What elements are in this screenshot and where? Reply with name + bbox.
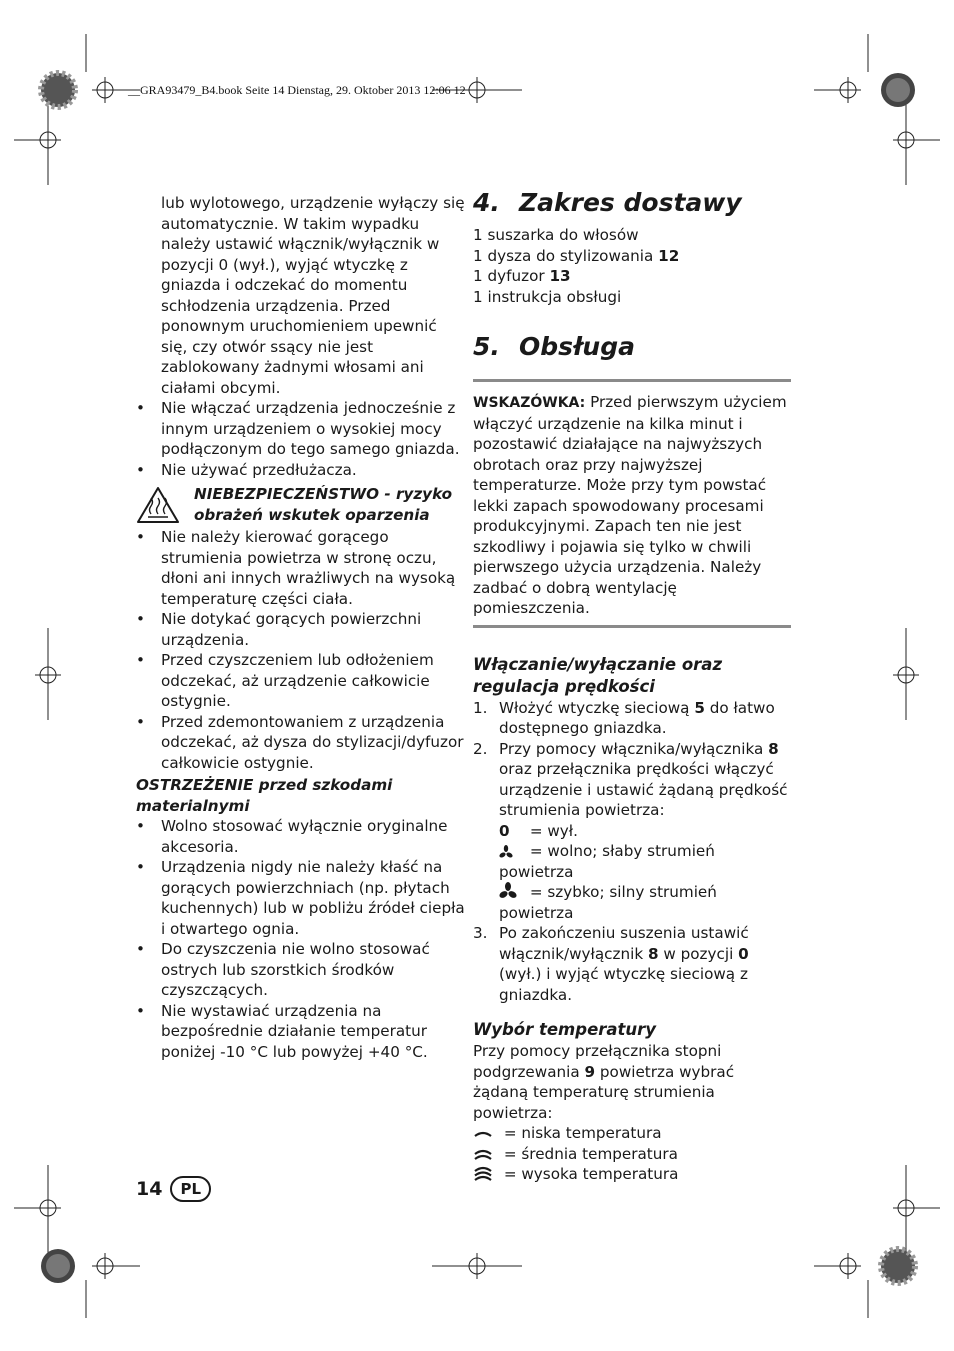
- section-title: Obsługa: [519, 332, 635, 361]
- fan-small-icon: [499, 845, 513, 859]
- list-item: 1 dysza do stylizowania 12: [473, 246, 680, 265]
- temp-high: = wysoka temperatura: [473, 1164, 791, 1185]
- heat-low-icon: [473, 1127, 493, 1141]
- subheading-temperature: Wybór temperatury: [473, 1020, 657, 1039]
- language-badge: PL: [170, 1176, 211, 1202]
- section-5-heading: [473, 329, 791, 365]
- note-box: [473, 379, 791, 628]
- print-header: __GRA93479_B4.book Seite 14 Dienstag, 29. Oktober 2013 12:06 12: [128, 83, 466, 97]
- page-number: 14: [136, 1178, 163, 1200]
- danger-heading: NIEBEZPIECZEŃSTWO - ryzyko obrażeń wskutek oparzenia: [194, 485, 453, 524]
- warning-heading: OSTRZEŻENIE przed szkodami materialnymi: [136, 776, 393, 815]
- subheading-speed: Włączanie/wyłączanie oraz regulacja prędkości: [473, 654, 723, 696]
- list-item: 1 instrukcja obsługi: [473, 287, 622, 306]
- list-item: • Urządzenia nigdy nie należy kłaść na gorących powierzchniach (np. płytach kuchennych) lub w pobliżu źródeł ciepła i otwartego ognia.: [136, 857, 466, 939]
- speed-slow: = wolno; słaby strumień powietrza: [499, 842, 715, 881]
- bullet-list-b: [136, 527, 466, 773]
- temp-medium: = średnia temperatura: [473, 1144, 791, 1165]
- left-column: [136, 193, 466, 1062]
- page-footer: [136, 1176, 211, 1202]
- section-title: Zakres dostawy: [519, 188, 742, 217]
- section-4-heading: [473, 185, 791, 221]
- list-item: 1 dyfuzor 13: [473, 267, 571, 285]
- section-number: 5.: [473, 332, 500, 361]
- note-text: Przed pierwszym użyciem włączyć urządzenie na kilka minut i pozostawić działające na najwyższych obrotach oraz przy najwyższej temperaturze. Może przy tym powstać lekki zapach spowodowany procesami produkcyjnymi. Zapach ten nie jest szkodliwy i pojawia się tylko w chwili pierwszego użycia urządzenia. Należy zadbać o dobrą wentylację pomieszczenia.: [473, 393, 787, 617]
- list-item: • Przed zdemontowaniem z urządzenia odczekać, aż dysza do stylizacji/dyfuzor całkowicie ostygnie.: [136, 712, 466, 774]
- hot-surface-warning-icon: [136, 486, 180, 524]
- heat-high-icon: [473, 1166, 493, 1182]
- list-item: • Nie należy kierować gorącego strumienia powietrza w stronę oczu, dłoni ani innych wrażliwych na wysoką temperaturę części ciała.: [136, 527, 466, 609]
- note-label: WSKAZÓWKA:: [473, 395, 586, 411]
- right-column: [473, 185, 791, 1185]
- bullet-list-c: [136, 816, 466, 1062]
- list-item: 1. Włożyć wtyczkę sieciową 5 do łatwo dostępnego gniazdka.: [473, 698, 775, 737]
- bullet-list-a: [136, 398, 466, 480]
- heat-medium-icon: [473, 1148, 493, 1162]
- speed-off: 0 = wył.: [499, 821, 578, 840]
- steps-list: [473, 698, 791, 1006]
- danger-block: [136, 484, 466, 525]
- list-item: • Nie wystawiać urządzenia na bezpośrednie działanie temperatur poniżej -10 °C lub powyżej +40 °C.: [136, 1001, 466, 1063]
- list-item: • Wolno stosować wyłącznie oryginalne akcesoria.: [136, 816, 466, 857]
- list-item: • Do czyszczenia nie wolno stosować ostrych lub szorstkich środków czyszczących.: [136, 939, 466, 1001]
- list-item: • Nie włączać urządzenia jednocześnie z innym urządzeniem o wysokiej mocy podłączonym do tego samego gniazda.: [136, 398, 466, 460]
- list-item: • Nie dotykać gorących powierzchni urządzenia.: [136, 609, 466, 650]
- list-item: 3. Po zakończeniu suszenia ustawić włącznik/wyłącznik 8 w pozycji 0 (wył.) i wyjąć wtyczkę sieciową z gniazdka.: [473, 924, 749, 1004]
- fan-large-icon: [499, 882, 517, 900]
- temperature-paragraph: Przy pomocy przełącznika stopni podgrzewania 9 powietrza wybrać żądaną temperaturę strumienia powietrza:: [473, 1042, 735, 1122]
- section-number: 4.: [473, 188, 500, 217]
- list-item: • Nie używać przedłużacza.: [136, 460, 466, 481]
- delivery-list: [473, 225, 791, 307]
- intro-paragraph: lub wylotowego, urządzenie wyłączy się automatycznie. W takim wypadku należy ustawić włącznik/wyłącznik w pozycji 0 (wył.), wyjąć wtyczkę z gniazda i odczekać do momentu schłodzenia urządzenia. Przed ponownym uruchomieniem upewnić się, czy otwór ssący nie jest zablokowany żadnymi włosami ani ciałami obcymi.: [161, 194, 465, 397]
- list-item: 1 suszarka do włosów: [473, 226, 639, 244]
- speed-fast: = szybko; silny strumień powietrza: [499, 883, 717, 922]
- list-item: 2. Przy pomocy włącznika/wyłącznika 8 oraz przełącznika prędkości włączyć urządzenie i ustawić żądaną prędkość strumienia powietrza: 0 = wył. = wolno; słaby strumień powietrza = szybko; silny strumień powietrza: [473, 739, 791, 924]
- list-item: • Przed czyszczeniem lub odłożeniem odczekać, aż urządzenie całkowicie ostygnie.: [136, 650, 466, 712]
- temp-low: = niska temperatura: [473, 1123, 791, 1144]
